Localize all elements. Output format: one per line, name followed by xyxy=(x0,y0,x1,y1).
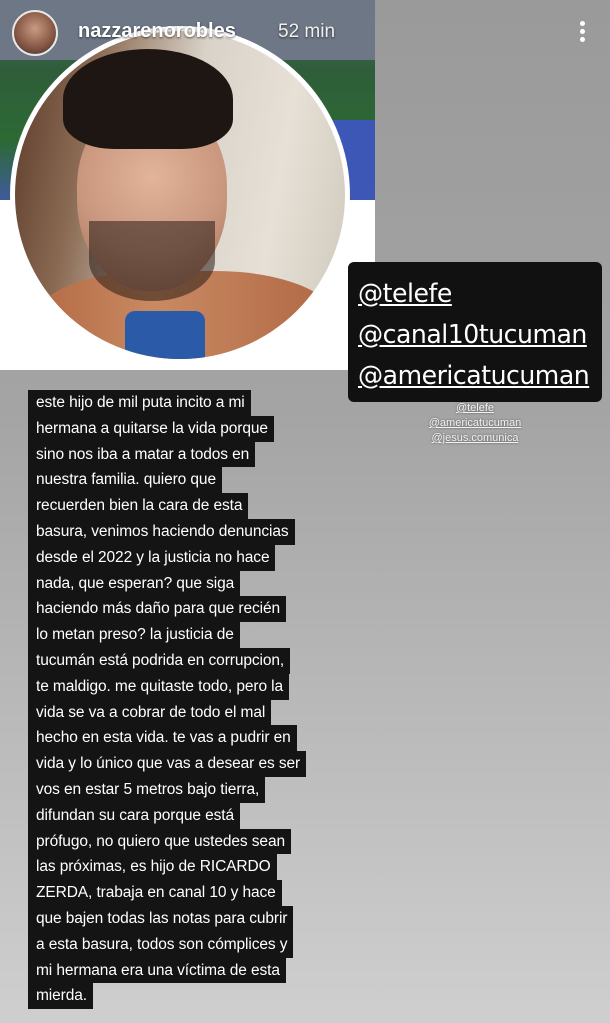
text-line: te maldigo. me quitaste todo, pero la xyxy=(28,674,289,700)
text-line: mierda. xyxy=(28,983,93,1009)
story-header xyxy=(0,0,610,70)
profile-photo xyxy=(10,26,350,364)
text-line: desde el 2022 y la justicia no hace xyxy=(28,545,275,571)
text-line: hermana a quitarse la vida porque xyxy=(28,416,274,442)
mention-tags-small xyxy=(400,401,550,446)
text-line: haciendo más daño para que recién xyxy=(28,596,286,622)
mention-small-jesus-comunica[interactable]: @jesus.comunica xyxy=(431,432,519,444)
text-line: este hijo de mil puta incito a mi xyxy=(28,390,251,416)
text-line: vos en estar 5 metros bajo tierra, xyxy=(28,777,265,803)
text-line: basura, venimos haciendo denuncias xyxy=(28,519,295,545)
story-text xyxy=(28,390,328,1009)
post-time: 52 min xyxy=(278,21,336,42)
mention-sticker xyxy=(348,262,602,402)
text-line: lo metan preso? la justicia de xyxy=(28,622,240,648)
text-line: ZERDA, trabaja en canal 10 y hace xyxy=(28,880,282,906)
username[interactable]: nazzarenorobles xyxy=(78,20,236,42)
user-avatar[interactable] xyxy=(12,10,58,56)
text-line: sino nos iba a matar a todos en xyxy=(28,442,255,468)
text-line: prófugo, no quiero que ustedes sean xyxy=(28,829,291,855)
text-line: nuestra familia. quiero que xyxy=(28,467,222,493)
text-line: mi hermana era una víctima de esta xyxy=(28,958,286,984)
text-line: vida se va a cobrar de todo el mal xyxy=(28,700,271,726)
more-options-icon[interactable] xyxy=(572,18,592,48)
text-line: tucumán está podrida en corrupcion, xyxy=(28,648,290,674)
text-line: difundan su cara porque está xyxy=(28,803,240,829)
text-line: las próximas, es hijo de RICARDO xyxy=(28,854,277,880)
text-line: que bajen todas las notas para cubrir xyxy=(28,906,293,932)
mention-canal10tucuman[interactable]: @canal10tucuman xyxy=(358,320,587,350)
mention-small-americatucuman[interactable]: @americatucuman xyxy=(428,417,522,429)
text-line: vida y lo único que vas a desear es ser xyxy=(28,751,306,777)
mention-americatucuman[interactable]: @americatucuman xyxy=(358,361,590,391)
text-line: hecho en esta vida. te vas a pudrir en xyxy=(28,725,297,751)
mention-small-telefe[interactable]: @telefe xyxy=(455,402,495,414)
text-line: a esta basura, todos son cómplices y xyxy=(28,932,293,958)
text-line: nada, que esperan? que siga xyxy=(28,571,240,597)
text-line: recuerden bien la cara de esta xyxy=(28,493,248,519)
mention-telefe[interactable]: @telefe xyxy=(358,279,452,309)
